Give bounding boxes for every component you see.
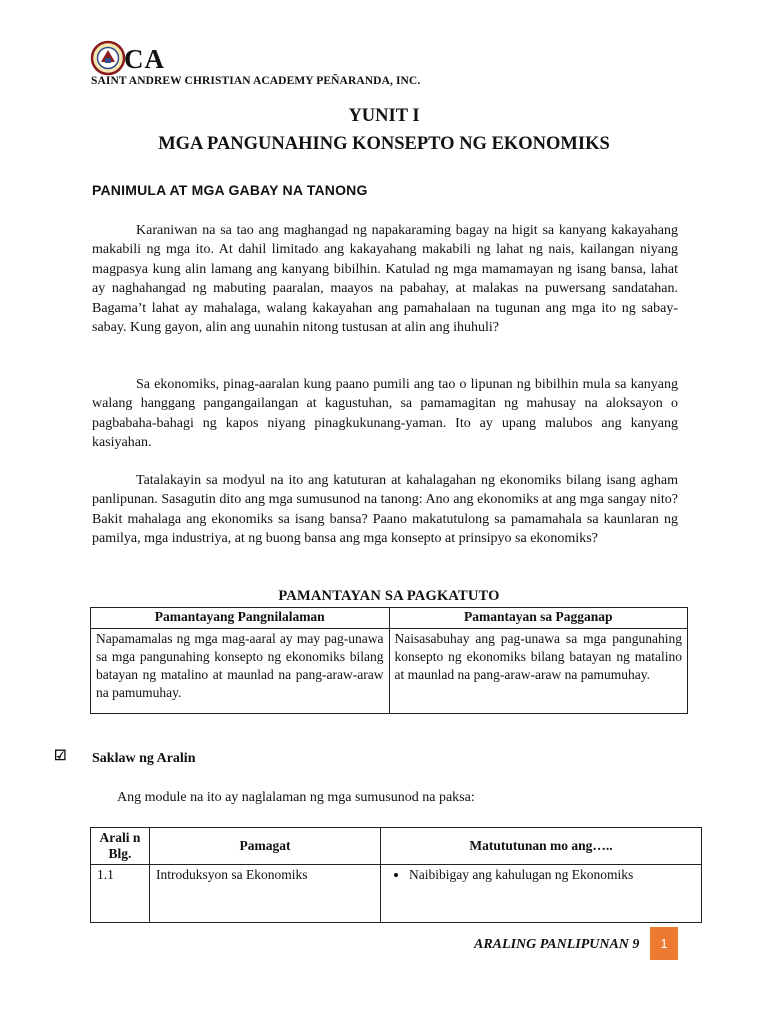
unit-subtitle: MGA PANGUNAHING KONSEPTO NG EKONOMIKS: [158, 134, 610, 154]
school-name: SAINT ANDREW CHRISTIAN ACADEMY PEÑARANDA, INC.: [91, 75, 421, 87]
paragraph-text: Tatalakayin sa modyul na ito ang katuturan at kahalagahan ng ekonomiks bilang isang agham panlipunan. Sasagutin dito ang mga sumusunod na tanong: Ano ang ekonomiks at ang mga sangay nito? Bakit mahalaga ang ekonomiks sa isang bansa? Paano makatutulong sa pamamahala sa kaunlaran ng pamilya, mga industriya, at ng buong bansa ang mga konsepto at prinsipyo sa ekonomiks?: [92, 473, 678, 547]
standards-table: [90, 607, 688, 714]
page-number-badge: [650, 927, 678, 960]
saklaw-heading: Saklaw ng Aralin: [92, 751, 196, 766]
table-row: [91, 629, 688, 714]
intro-paragraph-1: [92, 221, 678, 337]
paragraph-text: Sa ekonomiks, pinag-aaralan kung paano pumili ang tao o lipunan ng bibilhin mula sa kanyang walang hanggang pangangailangan at kagustuhan, sa pamamagitan ng mahusay na aloksayon o pagbabaha-bahagi ng kapos niyang pinagkukunang-yaman. Ito ay upang malubos ang kanyang kasiyahan.: [92, 377, 678, 451]
intro-paragraph-3: [92, 471, 678, 549]
lesson-number-header: Arali n Blg.: [91, 828, 150, 865]
table-row: [91, 865, 702, 923]
lesson-outcome-header: Matututunan mo ang…..: [381, 828, 702, 865]
section-heading: PANIMULA AT MGA GABAY NA TANONG: [92, 182, 368, 198]
lesson-title-header: Pamagat: [150, 828, 381, 865]
outcome-list: [387, 867, 695, 883]
unit-title: YUNIT I: [348, 106, 420, 126]
lessons-table: [90, 827, 702, 923]
paragraph-text: Karaniwan na sa tao ang maghangad ng napakaraming bagay na higit sa kanyang kakayahang makabili ng mga ito. At dahil limitado ang kakayahang makabili ng lahat ng nais, kailangan niyang magpasya kung alin lamang ang kanyang bibilhin. Katulad ng mga mamamayan ng isang bansa, lahat ay naghahangad ng mabuting paaralan, maayos na pabahay, at malakas na puwersang sandatahan. Bagama’t lahat ay mahalaga, walang kakayahan ang pamahalaan na tugunan ang mga ito ng sabay-sabay. Kung gayon, alin ang uunahin nitong tustusan at alin ang ihuhuli?: [92, 223, 678, 336]
list-item: • Naibibigay ang kahulugan ng Ekonomiks: [409, 867, 695, 883]
table-header-row: [91, 828, 702, 865]
performance-standard-cell: Naisasabuhay ang pag-unawa sa mga pangunahing konsepto ng ekonomiks bilang batayan ng matalino at maunlad na pang-araw-araw na pamumuhay.: [389, 629, 688, 714]
lesson-title-cell: Introduksyon sa Ekonomiks: [150, 865, 381, 923]
lesson-outcome-cell: [381, 865, 702, 923]
footer-subject: ARALING PANLIPUNAN 9: [474, 937, 640, 952]
page-number: 1: [660, 936, 668, 951]
checkbox-icon: ☑: [54, 749, 67, 764]
performance-standard-header: Pamantayan sa Pagganap: [389, 608, 688, 629]
content-standard-cell: Napamamalas ng mga mag-aaral ay may pag-unawa sa mga pangunahing konsepto ng ekonomiks bilang batayan ng matalino at maunlad na pang-araw-araw na pamumuhay.: [91, 629, 390, 714]
table-header-row: [91, 608, 688, 629]
school-logo-text: CA: [124, 44, 165, 74]
content-standard-header: Pamantayang Pangnilalaman: [91, 608, 390, 629]
module-intro-text: Ang module na ito ay naglalaman ng mga sumusunod na paksa:: [117, 790, 475, 805]
intro-paragraph-2: [92, 375, 678, 453]
standards-title: PAMANTAYAN SA PAGKATUTO: [278, 588, 500, 604]
lesson-number-cell: 1.1: [91, 865, 150, 923]
